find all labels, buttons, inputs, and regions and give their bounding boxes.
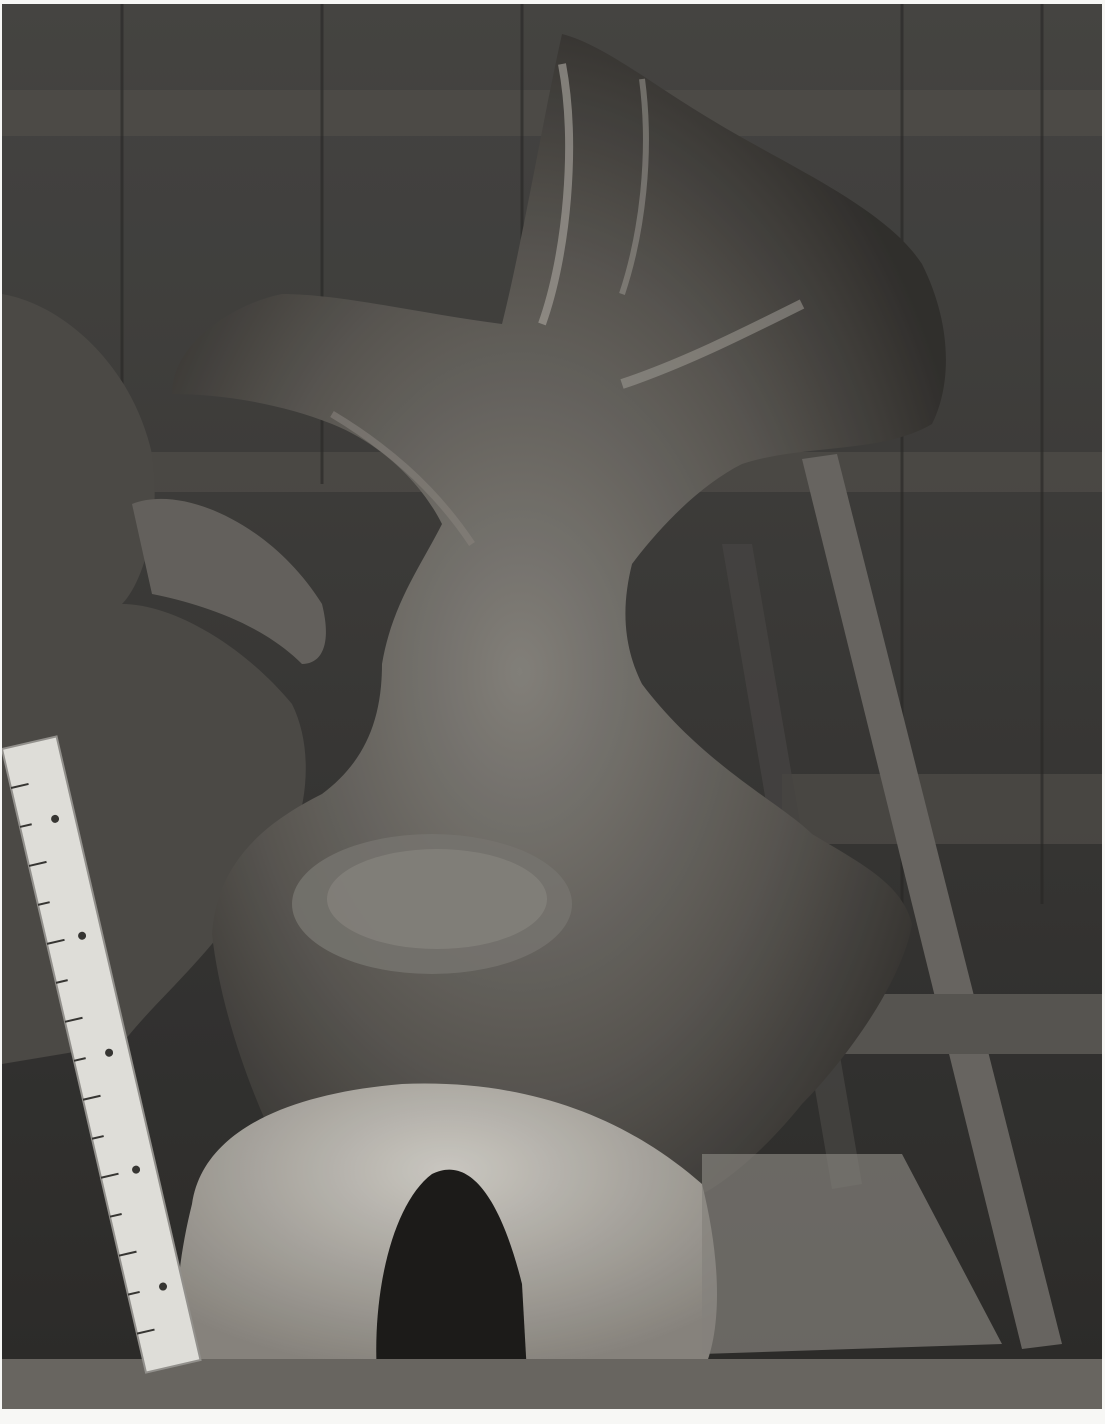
- fossil-vertebra-photo: [2, 4, 1102, 1409]
